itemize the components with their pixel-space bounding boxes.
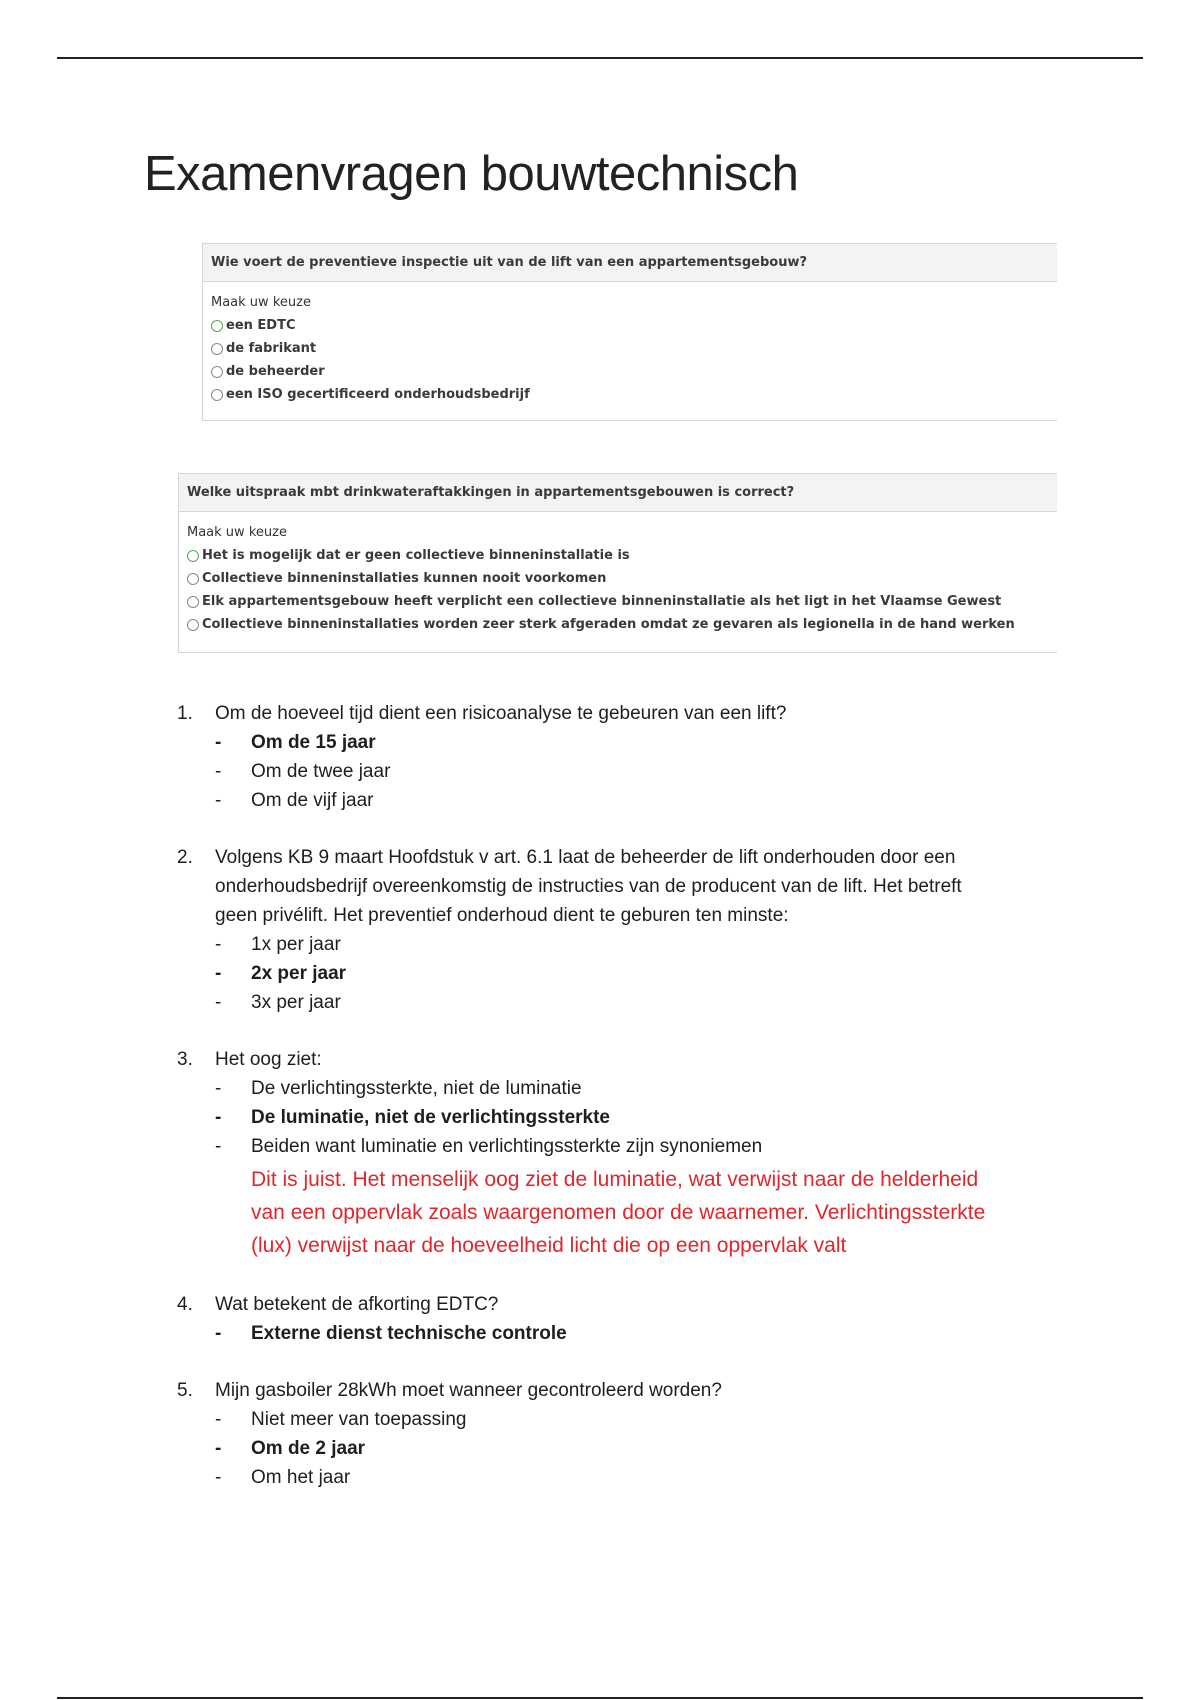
note-line: van een oppervlak zoals waargenomen door de waarnemer. Verlichtingssterkte: [251, 1201, 986, 1224]
quiz-option-label: een EDTC: [226, 318, 296, 333]
quiz-screenshot-1: [202, 243, 1057, 421]
quiz-prompt: Maak uw keuze: [187, 525, 287, 540]
answer-item: [177, 1074, 1057, 1103]
answer-dash: -: [215, 761, 222, 782]
quiz-option-label: Het is mogelijk dat er geen collectieve binneninstallatie is: [202, 548, 630, 563]
answer-item: [177, 728, 1057, 757]
radio-icon[interactable]: [211, 343, 223, 355]
quiz-option-label: Collectieve binneninstallaties worden zeer sterk afgeraden omdat ze gevaren als legionella in de hand werken: [202, 617, 1015, 632]
answer-item: [177, 786, 1057, 815]
question-number: 4.: [177, 1294, 193, 1315]
answer-text: Om de twee jaar: [251, 761, 391, 782]
answer-item: [177, 1405, 1057, 1434]
answer-item: [177, 1132, 1057, 1161]
answer-dash: -: [215, 934, 222, 955]
answer-dash: -: [215, 1107, 222, 1128]
radio-icon[interactable]: [187, 596, 199, 608]
radio-icon[interactable]: [211, 366, 223, 378]
radio-icon[interactable]: [187, 573, 199, 585]
note-line: Dit is juist. Het menselijk oog ziet de luminatie, wat verwijst naar de helderheid: [251, 1168, 979, 1191]
page-title: Examenvragen bouwtechnisch: [144, 147, 799, 201]
quiz-option[interactable]: [187, 544, 1049, 567]
radio-icon[interactable]: [187, 619, 199, 631]
answer-dash: -: [215, 963, 222, 984]
quiz-option[interactable]: [187, 590, 1049, 613]
question-text: Volgens KB 9 maart Hoofdstuk v art. 6.1 laat de beheerder de lift onderhouden door een: [215, 847, 956, 868]
answer-dash: -: [215, 1078, 222, 1099]
answer-text: Om het jaar: [251, 1467, 351, 1488]
quiz-option-label: de beheerder: [226, 364, 325, 379]
question-text: Om de hoeveel tijd dient een risicoanalyse te gebeuren van een lift?: [215, 703, 787, 724]
answer-text: Om de 15 jaar: [251, 732, 376, 753]
quiz-option[interactable]: [187, 567, 1049, 590]
answer-dash: -: [215, 1323, 222, 1344]
answer-dash: -: [215, 732, 222, 753]
answer-text: De verlichtingssterkte, niet de luminatie: [251, 1078, 582, 1099]
answer-item: [177, 1463, 1057, 1492]
answer-dash: -: [215, 1438, 222, 1459]
answer-item: [177, 988, 1057, 1017]
answer-text: 2x per jaar: [251, 963, 347, 984]
quiz-screenshot-2: [178, 473, 1057, 653]
answer-item: [177, 757, 1057, 786]
answer-dash: -: [215, 790, 222, 811]
question-text: onderhoudsbedrijf overeenkomstig de instructies van de producent van de lift. Het betreft: [215, 876, 962, 897]
answer-item: [177, 1434, 1057, 1463]
quiz-option[interactable]: [211, 314, 1049, 337]
question-5: [177, 1376, 1057, 1492]
quiz-option-label: een ISO gecertificeerd onderhoudsbedrijf: [226, 387, 530, 402]
question-list: [177, 699, 1057, 1520]
answer-text: Beiden want luminatie en verlichtingssterkte zijn synoniemen: [251, 1136, 763, 1157]
answer-dash: -: [215, 992, 222, 1013]
quiz-option[interactable]: [187, 613, 1049, 636]
answer-dash: -: [215, 1467, 222, 1488]
note-line: (lux) verwijst naar de hoeveelheid licht die op een oppervlak valt: [251, 1234, 847, 1257]
question-text: Mijn gasboiler 28kWh moet wanneer gecontroleerd worden?: [215, 1380, 722, 1401]
answer-text: Externe dienst technische controle: [251, 1323, 567, 1344]
answer-dash: -: [215, 1136, 222, 1157]
top-rule: [57, 57, 1143, 59]
answer-text: 1x per jaar: [251, 934, 341, 955]
radio-icon[interactable]: [187, 550, 199, 562]
quiz-option[interactable]: [211, 360, 1049, 383]
bottom-rule: [57, 1697, 1143, 1699]
question-number: 1.: [177, 703, 193, 724]
quiz-option-label: Elk appartementsgebouw heeft verplicht een collectieve binneninstallatie als het ligt in het Vlaamse Gewest: [202, 594, 1002, 609]
answer-item: [177, 959, 1057, 988]
question-4: [177, 1290, 1057, 1348]
quiz-prompt: Maak uw keuze: [211, 295, 311, 310]
answer-text: 3x per jaar: [251, 992, 341, 1013]
explanation-note: [177, 1161, 1057, 1262]
question-text: Het oog ziet:: [215, 1049, 322, 1070]
radio-icon[interactable]: [211, 320, 223, 332]
answer-item: [177, 1103, 1057, 1132]
answer-text: Om de 2 jaar: [251, 1438, 366, 1459]
answer-text: Om de vijf jaar: [251, 790, 374, 811]
radio-icon[interactable]: [211, 389, 223, 401]
question-1: [177, 699, 1057, 815]
question-number: 5.: [177, 1380, 193, 1401]
quiz-option[interactable]: [211, 383, 1049, 406]
question-2: [177, 843, 1057, 1017]
answer-item: [177, 930, 1057, 959]
quiz-question: Welke uitspraak mbt drinkwateraftakkingen in appartementsgebouwen is correct?: [179, 474, 1057, 512]
quiz-question: Wie voert de preventieve inspectie uit van de lift van een appartementsgebouw?: [203, 244, 1057, 282]
answer-text: Niet meer van toepassing: [251, 1409, 467, 1430]
question-3: [177, 1045, 1057, 1262]
answer-item: [177, 1319, 1057, 1348]
question-text: geen privélift. Het preventief onderhoud dient te geburen ten minste:: [215, 905, 789, 926]
question-number: 2.: [177, 847, 193, 868]
question-text: Wat betekent de afkorting EDTC?: [215, 1294, 499, 1315]
question-number: 3.: [177, 1049, 193, 1070]
answer-dash: -: [215, 1409, 222, 1430]
quiz-option-label: de fabrikant: [226, 341, 317, 356]
quiz-option[interactable]: [211, 337, 1049, 360]
answer-text: De luminatie, niet de verlichtingssterkte: [251, 1107, 610, 1128]
quiz-option-label: Collectieve binneninstallaties kunnen nooit voorkomen: [202, 571, 607, 586]
